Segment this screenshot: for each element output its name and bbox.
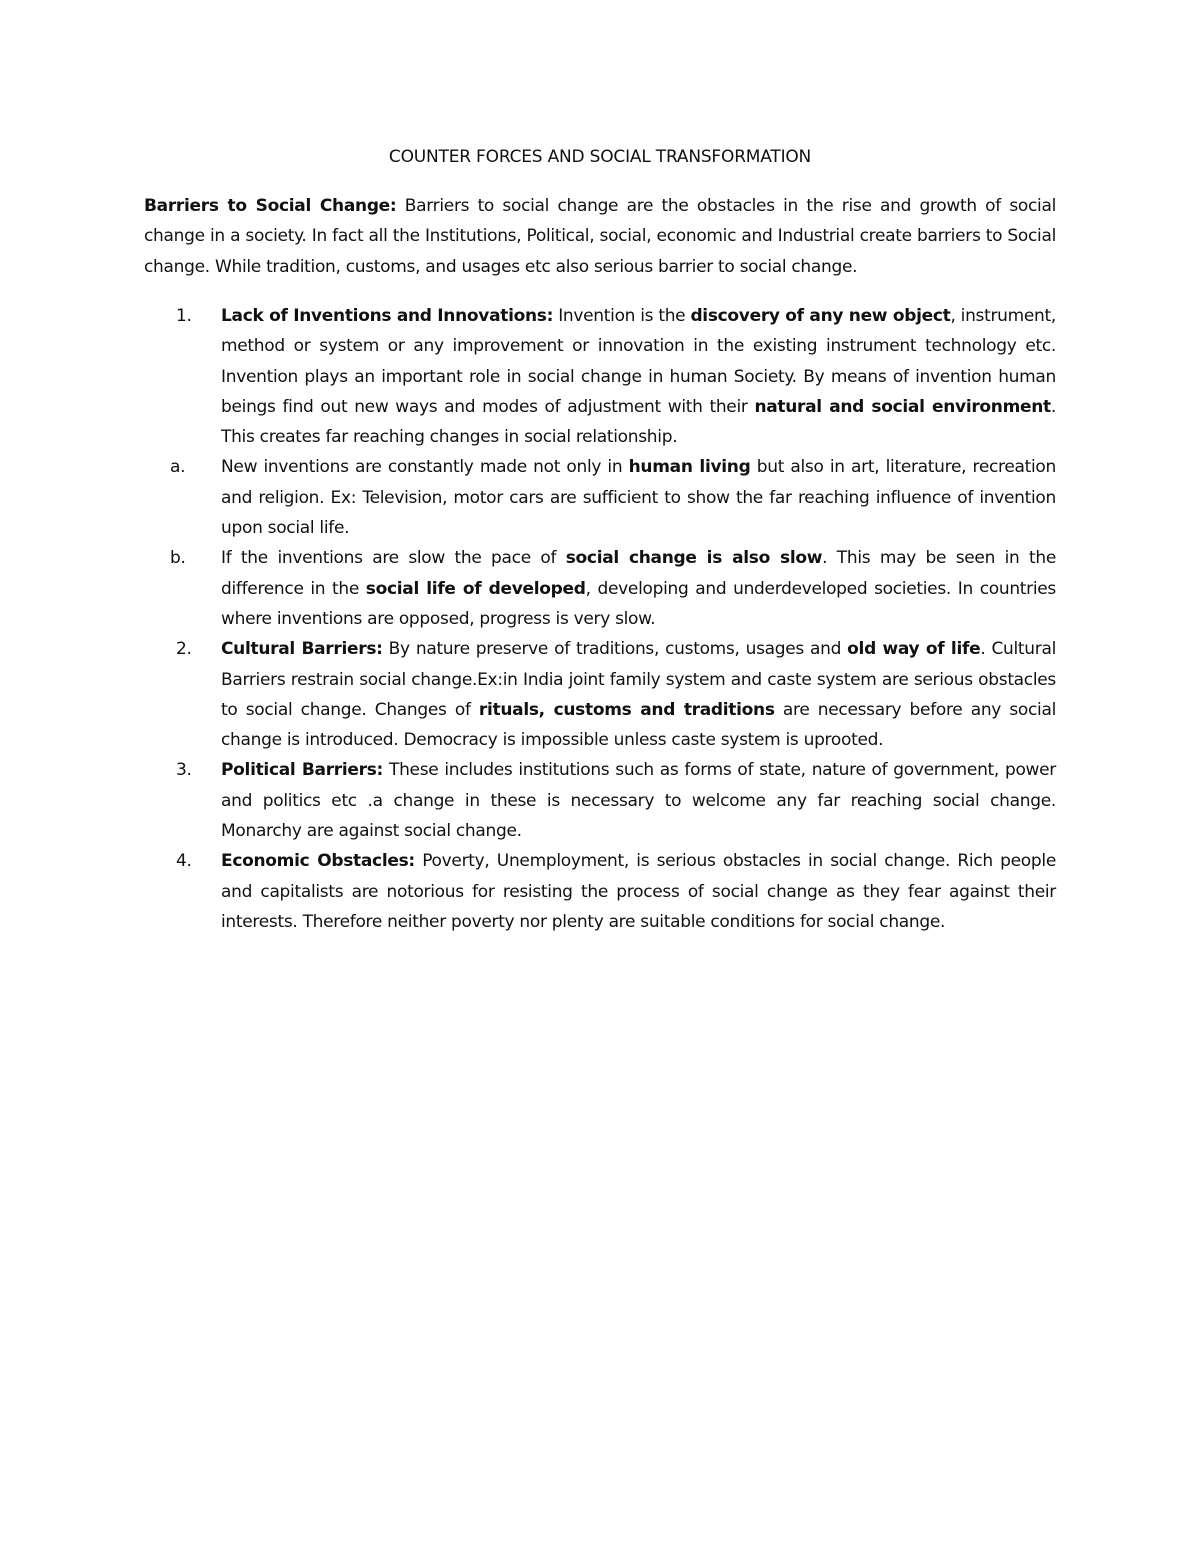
item-heading: Lack of Inventions and Innovations: [221,306,554,326]
sub-item-bold-text: human living [628,457,751,478]
intro-paragraph [144,191,1056,282]
item-text: . Cultural Barriers restrain social change.Ex:in India joint family system and caste system are serious obstacles to social change. Changes of [221,639,1056,720]
intro-text: Barriers to social change are the obstacles in the rise and growth of social change in a society. In fact all the Institutions, Political, social, economic and Industrial create barriers to Social change. While tradition, customs, and usages etc also serious barrier to social change. [144,196,1057,277]
sub-item-text: , developing and underdeveloped societies. In countries where inventions are opposed, progress is very slow. [221,578,1056,629]
item-number: 1. [176,306,192,326]
sub-item-bold-text: social life of developed [365,578,586,599]
item-text: These includes institutions such as forms of state, nature of government, power and politics etc .a change in these is necessary to welcome any far reaching social change. Monarchy are against social change. [221,760,1056,842]
item-number: 4. [176,851,192,872]
item-bold-text: natural and social environment [754,396,1051,417]
item-text: are necessary before any social change is introduced. Democracy is impossible unless caste system is uprooted. [221,699,1056,751]
item-number: 2. [176,639,192,660]
sub-item-bold-text: social change is also slow [565,548,823,569]
item-text: Poverty, Unemployment, is serious obstacles in social change. Rich people and capitalists are notorious for resisting the process of social change as they fear against their interests. Therefore neither poverty nor plenty are suitable conditions for social change. [221,851,1056,932]
numbered-list [144,301,1056,937]
document-title: COUNTER FORCES AND SOCIAL TRANSFORMATION [388,147,812,167]
item-bold-text: rituals, customs and traditions [478,699,775,720]
list-item-1 [144,301,1056,452]
sub-item-a [170,452,1056,543]
item-text: Invention is the [553,306,691,326]
intro-heading: Barriers to Social Change: [144,196,397,216]
list-item-3 [144,755,1056,846]
item-bold-text: old way of life [847,639,981,660]
item-heading: Political Barriers: [221,760,384,781]
item-text: . This creates far reaching changes in social relationship. [221,396,1056,448]
item-heading: Cultural Barriers: [221,639,383,660]
item-text: By nature preserve of traditions, customs, usages and [382,639,848,660]
list-item-2 [144,634,1056,755]
item-number: 3. [176,760,192,781]
sub-item-text: New inventions are constantly made not only in [221,457,629,478]
list-item-4 [144,846,1056,937]
item-text: , instrument, method or system or any improvement or innovation in the existing instrument technology etc. Invention plays an important role in social change in human Society. By means of invention human beings find out new ways and modes of adjustment with their [221,306,1056,417]
sub-item-text: If the inventions are slow the pace of [221,548,566,569]
item-bold-text: discovery of any new object [690,306,951,326]
sub-item-b [170,543,1056,634]
sub-item-text: but also in art, literature, recreation and religion. Ex: Television, motor cars are sufficient to show the far reaching influence of invention upon social life. [221,457,1056,539]
item-heading: Economic Obstacles: [221,851,415,872]
sub-item-letter: b. [170,548,186,569]
sub-item-letter: a. [170,457,186,478]
sub-item-text: . This may be seen in the difference in the [221,548,1056,599]
